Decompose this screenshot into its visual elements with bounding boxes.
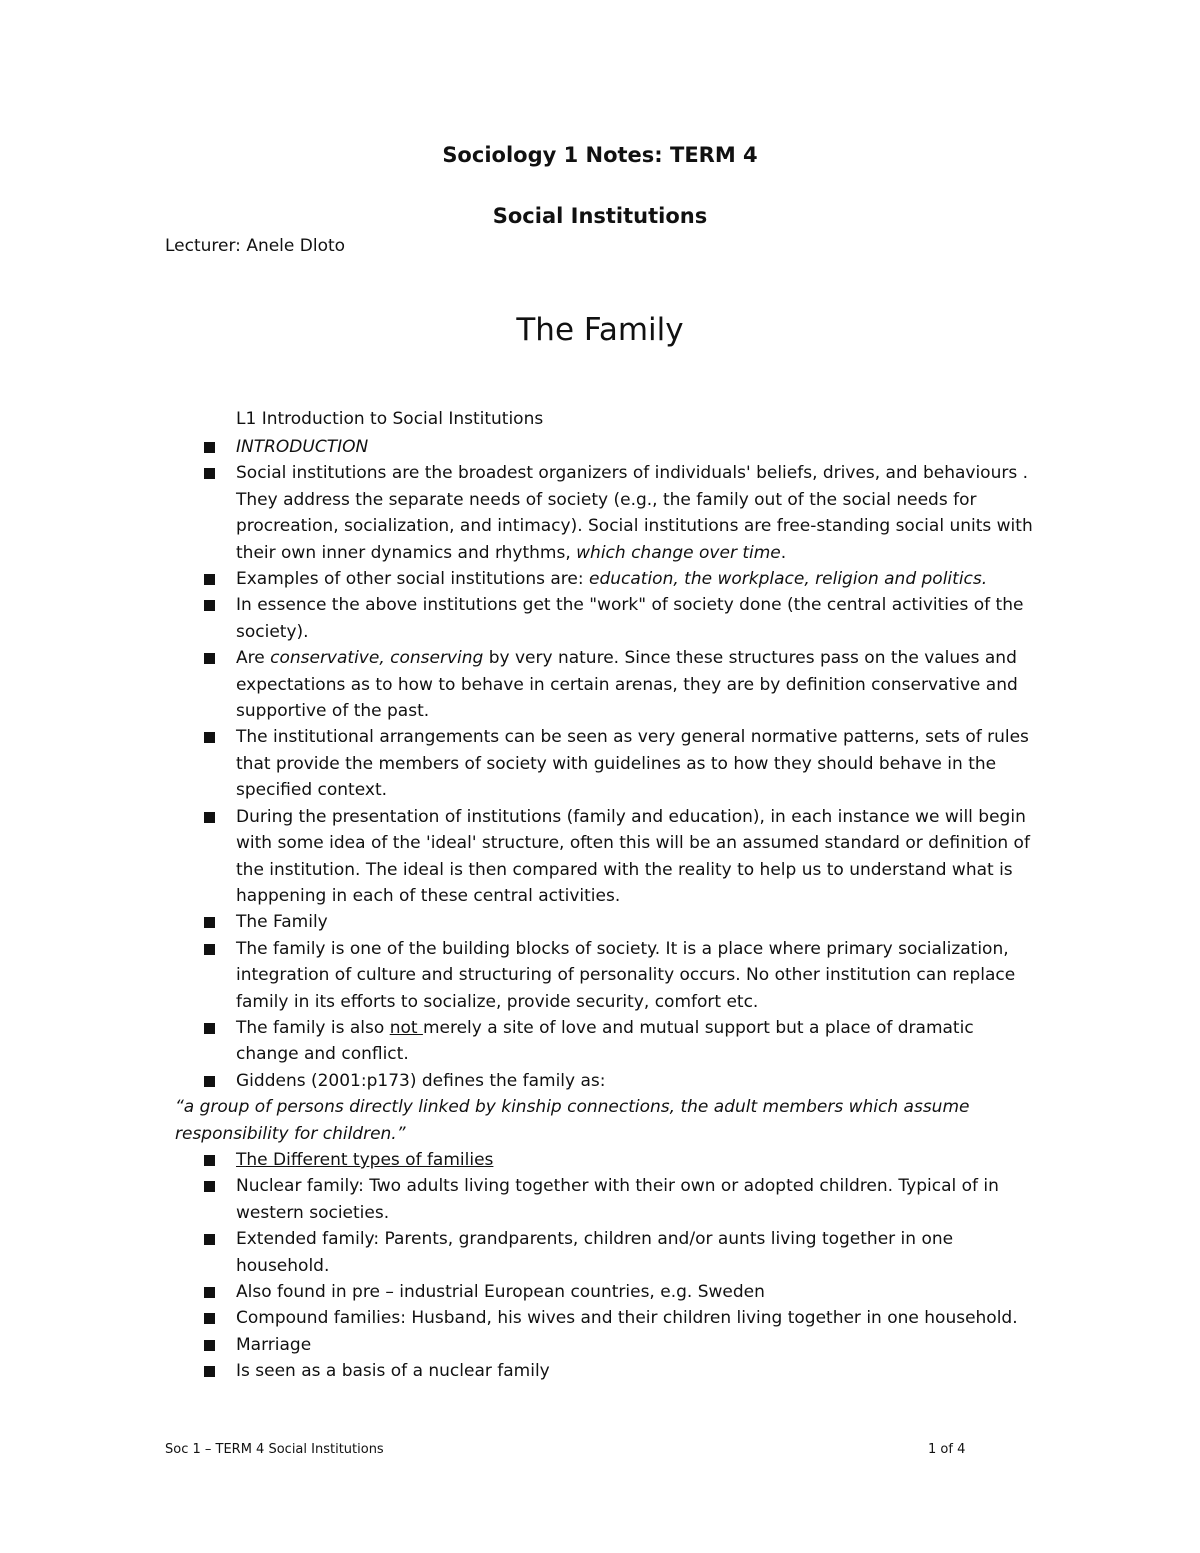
square-bullet-icon [204,732,215,743]
square-bullet-icon [204,1234,215,1245]
footer-page-number: 1 of 4 [928,1442,966,1457]
list-item [201,1305,1041,1331]
list-item-text: Is seen as a basis of a nuclear family [236,1361,550,1382]
list-item [201,645,1041,724]
list-item [201,1068,1041,1094]
list-item [201,1358,1041,1384]
square-bullet-icon [204,1313,215,1324]
notes-list [175,434,1041,1385]
list-item-text: by very nature. Since these structures pass on the values and expectations as to how to behave in certain arenas, they are by definition conservative and supportive of the past. [236,648,1018,722]
square-bullet-icon [204,574,215,585]
square-bullet-icon [204,1287,215,1298]
list-item-text: The Family [236,912,328,933]
list-item-text: The family is one of the building blocks of society. It is a place where primary socialization, integration of culture and structuring of personality occurs. No other institution can replace family in its efforts to socialize, provide security, comfort etc. [236,938,1016,1012]
list-item [201,1332,1041,1358]
list-item-text: Giddens (2001:p173) defines the family as: [236,1070,606,1091]
list-item-text: . [780,542,787,563]
underlined-text: not [389,1017,423,1038]
document-title: Sociology 1 Notes: TERM 4 [442,143,758,167]
list-item-text: In essence the above institutions get the "work" of society done (the central activities of the society). [236,595,1024,642]
definition-quote: “a group of persons directly linked by kinship connections, the adult members which assume responsibility for children.” [175,1097,970,1144]
list-item [201,909,1041,935]
lecturer-line: Lecturer: Anele Dloto [165,236,346,256]
list-item-text: The institutional arrangements can be seen as very general normative patterns, sets of rules that provide the members of society with guidelines as to how they should behave in the specified context. [236,727,1029,801]
list-item-text: Compound families: Husband, his wives and their children living together in one household. [236,1308,1018,1329]
square-bullet-icon [204,944,215,955]
square-bullet-icon [204,1076,215,1087]
list-item [201,1015,1041,1068]
list-item [201,434,1041,460]
square-bullet-icon [204,1155,215,1166]
list-item-text: Extended family: Parents, grandparents, children and/or aunts living together in one household. [236,1229,954,1276]
subsection-heading: The Different types of families [236,1149,494,1170]
list-item [201,592,1041,645]
list-item-text: During the presentation of institutions (family and education), in each instance we will begin with some idea of the 'ideal' structure, often this will be an assumed standard or definition of the institution. The ideal is then compared with the reality to help us to understand what is happening in each of these central activities. [236,806,1030,906]
list-item-text: merely a site of love and mutual support but a place of dramatic change and conflict. [236,1017,974,1065]
list-item-text: Social institutions are the broadest organizers of individuals' beliefs, drives, and behaviours . They address the separate needs of society (e.g., the family out of the social needs for procreation, socialization, and intimacy). Social institutions are free-standing social units with their own inner dynamics and rhythms, [236,463,1033,563]
list-item-text: Nuclear family: Two adults living together with their own or adopted children. Typical of in western societies. [236,1176,999,1223]
square-bullet-icon [204,1181,215,1192]
list-item-text: Also found in pre – industrial European countries, e.g. Sweden [236,1282,765,1302]
section-heading: The Family [516,312,684,348]
list-item [201,804,1041,910]
square-bullet-icon [204,653,215,664]
square-bullet-icon [204,1340,215,1351]
list-item [201,566,1041,592]
list-item [201,1279,1041,1305]
list-item [201,1173,1041,1226]
square-bullet-icon [204,917,215,928]
list-item-text: Marriage [236,1334,312,1355]
list-item [201,724,1041,803]
square-bullet-icon [204,1366,215,1377]
list-item-text: Are [236,648,271,669]
emphasis-text: which change over time [576,542,781,563]
lecture-label: L1 Introduction to Social Institutions [236,409,544,429]
emphasis-text: education, the workplace, religion and politics. [589,569,988,590]
document-subtitle: Social Institutions [492,204,708,228]
square-bullet-icon [204,442,215,453]
list-item-text: The family is also [236,1017,390,1038]
list-item [201,936,1041,1015]
square-bullet-icon [204,600,215,611]
list-item-text: INTRODUCTION [236,437,369,457]
list-item [201,1147,1041,1173]
square-bullet-icon [204,1023,215,1034]
footer-course-label: Soc 1 – TERM 4 Social Institutions [165,1442,384,1457]
list-item [201,1226,1041,1279]
list-item-text: Examples of other social institutions are: [236,569,589,590]
list-item [201,460,1041,566]
emphasis-text: conservative, conserving [270,648,484,669]
square-bullet-icon [204,468,215,479]
square-bullet-icon [204,812,215,823]
